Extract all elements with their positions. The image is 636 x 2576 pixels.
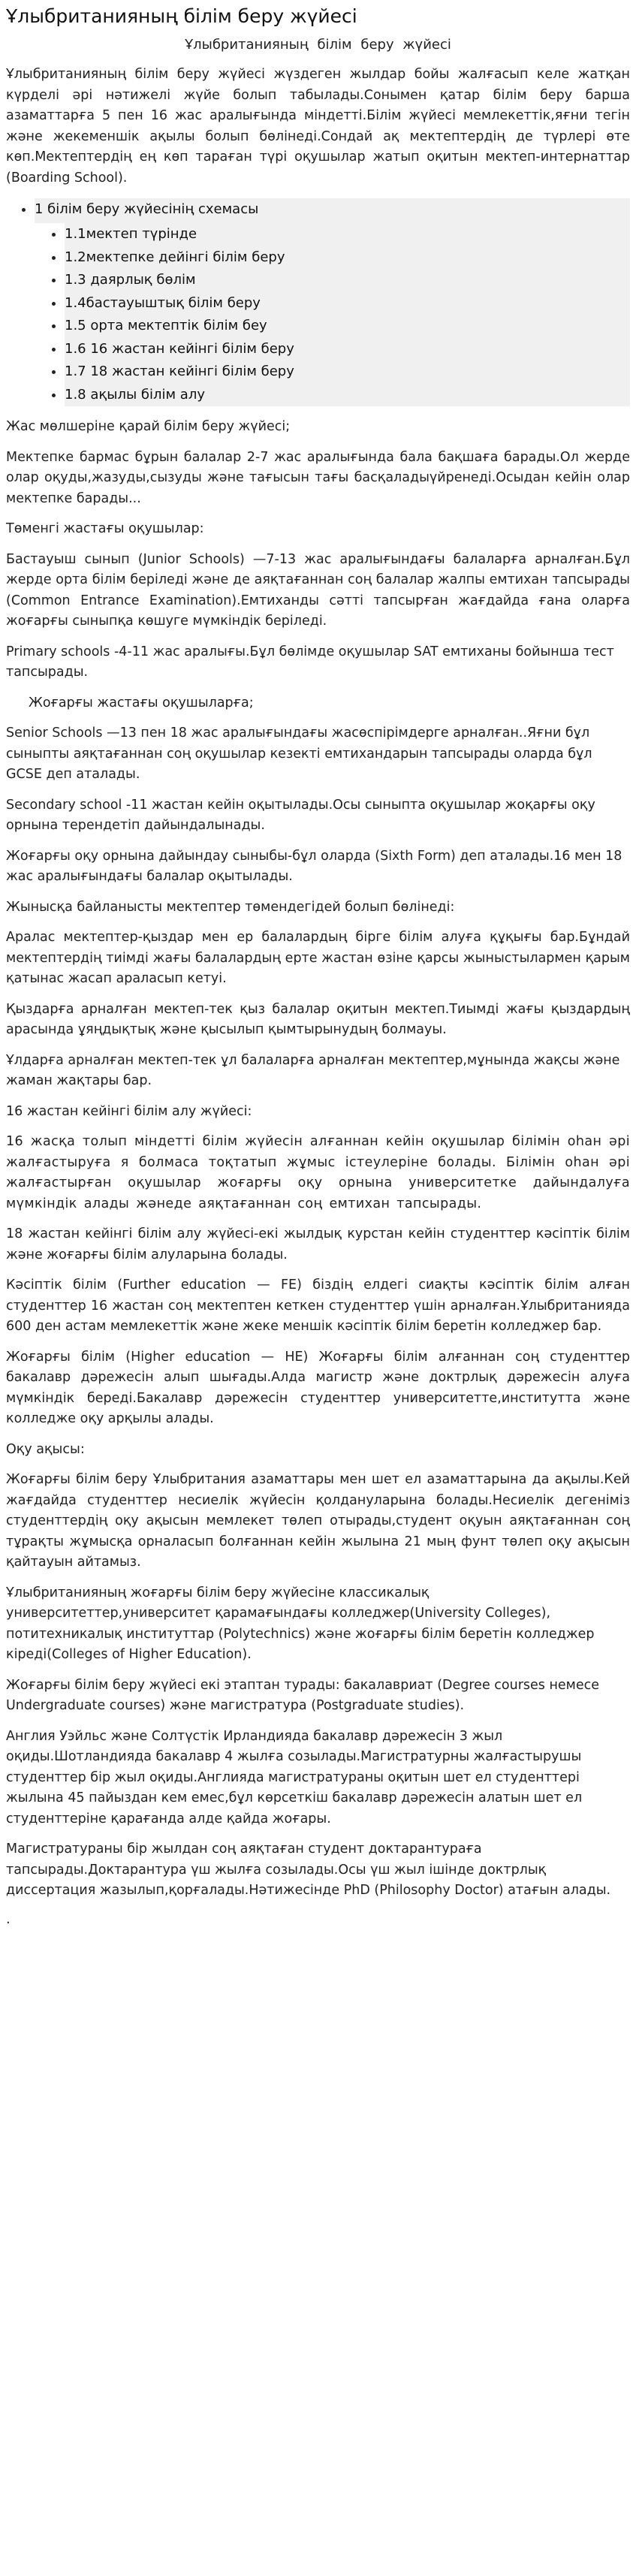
toc-item-link[interactable]: 1.1мектеп түрінде: [65, 226, 197, 242]
toc-heading-link[interactable]: 1 білім беру жүйесінің схемасы: [35, 201, 259, 217]
toc-item-link[interactable]: 1.6 16 жастан кейінгі білім беру: [65, 340, 294, 357]
section-label-senior: Жоғарғы жастағы оқушыларға;: [29, 695, 254, 710]
intro-paragraph: Ұлыбританияның білім беру жүйесі жүздеген жылдар бойы жалғасып келе жатқан күрделі әрі нәтижелі жүйе болып табылады.Сонымен қатар білім беру барша азаматтарға 5 пен 16 жас аралығында міндетті.Білім жүйесі мемлекеттік,яғни тегін және жекеменшік ақылы болып бөлінеді.Сондай ақ мектептердің де түрлері өте көп.Мектептердің ең көп тараған түрі оқушылар жатып оқитын мектеп-интернаттар (Boarding School).: [6, 67, 630, 186]
page-title: Ұлыбританияның білім беру жүйесі: [6, 5, 357, 27]
body-paragraph: Жоғарғы оқу орнына дайындау сыныбы-бұл оларда (Sixth Form) деп аталады.16 мен 18 жас аралығындағы балалар оқытылады.: [6, 848, 622, 884]
body-paragraph: Англия Уэйльс және Солтүстік Ирландияда бакалавр дәрежесін 3 жыл оқиды.Шотландияда бакалавр 4 жылға созылады.Магистратурны жалғастырушы студенттер бір жыл оқиды.Англияда магистратураны оқитын шет ел студенттері жылына 45 пайыздан кем емес,бұл көрсеткіш бакалавр дәрежесін алатын шет ел студенттеріне қарағанда алде қайда жоғары.: [6, 1728, 583, 1826]
body-paragraph: Магистратураны бір жылдан соң аяқтаған студент доктарантураға тапсырады.Доктарантура үш жылға созылады.Осы үш жыл ішінде доктрлық диссертация жазылып,қорғалады.Нәтижесінде PhD (Philosophy Doctor) атағын алады.: [6, 1842, 611, 1898]
body-paragraph: Ұлыбританияның жоғарғы білім беру жүйесіне классикалық университеттер,университет қарамағындағы колледжер(University Colleges), потитехникалық институттар (Polytechnics) және жоғарғы білім беретін колледжер кіреді(Colleges of Higher Education).: [6, 1585, 595, 1662]
section-label-after-16: 16 жастан кейінгі білім алу жүйесі:: [6, 1103, 252, 1119]
body-paragraph: Жоғарғы білім беру жүйесі екі этаптан турады: бакалавриат (Degree courses немесе Undergraduate courses) және магистратура (Postgraduate studies).: [6, 1677, 600, 1713]
body-paragraph: Ұлдарға арналған мектеп-тек ұл балаларға арналған мектептер,мұнында жақсы және жаман жақтары бар.: [6, 1052, 620, 1088]
body-paragraph: Жоғарғы білім (Higher education — HE) Жоғарғы білім алғаннан соң студенттер бакалавр дәрежесін алып шығады.Алда магистр және доктрлық дәрежесін алуға мүмкіндік береді.Бакалавр дәрежесін студенттер университетте,институтта және колледже оқу арқылы алады.: [6, 1349, 630, 1426]
toc-item[interactable]: [65, 246, 630, 270]
toc-item-link[interactable]: 1.4бастауыштық білім беру: [65, 294, 261, 311]
body-paragraph: 18 жастан кейінгі білім алу жүйесі-екі жылдық курстан кейін студенттер кәсіптік білім және жоғарғы білім алуларына болады.: [6, 1226, 630, 1262]
body-paragraph: Бастауыш сынып (Junior Schools) —7-13 жас аралығындағы балаларға арналған.Бұл жерде орта білім беріледі және де аяқтағаннан соң балалар жалпы емтихан тапсырады (Common Entrance Examination).Емтиханды сәтті тапсырған жағдайда ғана оларға жоғарғы сыныпқа көшуге мүмкіндік беріледі.: [6, 551, 630, 629]
body-paragraph: Мектепке бармас бұрын балалар 2-7 жас аралығында бала бақшаға барады.Ол жерде олар оқуды,жазуды,сызуды және тағысын тағы басқаладыүйренеді.Осыдан кейін олар мектепке барады...: [6, 449, 630, 506]
end-mark: .: [6, 1911, 11, 1927]
toc-item-link[interactable]: 1.7 18 жастан кейінгі білім беру: [65, 363, 294, 379]
toc-item[interactable]: [65, 338, 630, 361]
toc-item-link[interactable]: 1.2мектепке дейінгі білім беру: [65, 249, 285, 265]
page-subtitle: Ұлыбританияның білім беру жүйесі: [185, 37, 451, 53]
body-paragraph: Жоғарғы білім беру Ұлыбритания азаматтары мен шет ел азаматтарына да ақылы.Кей жағдайда студенттер несиелік жүйесін қолдануларына болады.Несиелік дегеніміз студенттердің оқу ақысын мемлекет төлеп отырады,студент оқуын аяқтағаннан соң тұрақты жұмысқа орналасып болғаннан кейін жылына 21 мың фунт төлеп оқу ақысын қайтауын айтамыз.: [6, 1472, 630, 1570]
body-paragraph: Primary schools -4-11 жас аралығы.Бұл бөлімде оқушылар SAT емтиханы бойынша тест тапсырады.: [6, 644, 614, 680]
body-paragraph: Аралас мектептер-қыздар мен ер балалардың бірге білім алуға құқығы бар.Бұндай мектептердің тиімді жағы балалардың ерте жастан өзіне қарсы жыныстылармен қарым қатынас жасап араласып кетуі.: [6, 930, 630, 986]
toc-item[interactable]: [65, 269, 630, 292]
section-label-junior: Төменгі жастағы оқушылар:: [6, 521, 204, 536]
table-of-contents: [6, 198, 630, 406]
toc-item[interactable]: [65, 292, 630, 315]
toc-item[interactable]: [65, 360, 630, 384]
section-label-gender: Жынысқа байланысты мектептер төмендегідей болып бөлінеді:: [6, 899, 455, 915]
toc-item[interactable]: [65, 384, 630, 407]
toc-item[interactable]: [65, 223, 630, 246]
toc-item-link[interactable]: 1.8 ақылы білім алу: [65, 386, 205, 403]
toc-item-link[interactable]: 1.3 даярлық бөлім: [65, 272, 196, 288]
section-label-age: Жас мөлшеріне қарай білім беру жүйесі;: [6, 419, 291, 434]
body-paragraph: Қыздарға арналған мектеп-тек қыз балалар оқитын мектеп.Тиымді жағы қыздардың арасында ұяңдықтық және қысылып қымтырынудың болмауы.: [6, 1001, 630, 1037]
toc-item[interactable]: [65, 315, 630, 338]
toc-sublist: [35, 223, 630, 406]
body-paragraph: Senior Schools —13 пен 18 жас аралығындағы жасөспірімдерге арналған..Яғни бұл сыныпты аяқтағаннан соң оқушылар кезекті емтихандарын тапсырады оларда бұл GCSE деп аталады.: [6, 725, 592, 782]
toc-item-link[interactable]: 1.5 орта мектептік білім беу: [65, 318, 267, 333]
section-label-tuition: Оқу ақысы:: [6, 1441, 85, 1457]
body-paragraph: Кәсіптік білім (Further education — FE) біздің елдегі сиақты кәсіптік білім алған студенттер 16 жастан соң мектептен кеткен студенттер үшін арналған.Ұлыбританияда 600 ден астам мемлекеттік және жеке меншік кәсіптік білім беретін колледжер бар.: [6, 1277, 630, 1334]
body-paragraph: 16 жасқа толып міндетті білім жүйесін алғаннан кейін оқушылар білімін оһан әрі жалғастыруға я болмаса тоқтатып жұмыс істеулеріне болады. Білімін оһан әрі жалғастырған оқушылар жоғарғы оқу орнына университетке дайындалуға мүмкіндік алады жәнеде аяқтағаннан соң емтихан тапсырады.: [6, 1134, 630, 1211]
toc-heading[interactable]: [35, 198, 630, 406]
body-paragraph: Secondary school -11 жастан кейін оқытылады.Осы сыныпта оқушылар жоқарғы оқу орнына терендетіп дайындалынады.: [6, 797, 595, 833]
